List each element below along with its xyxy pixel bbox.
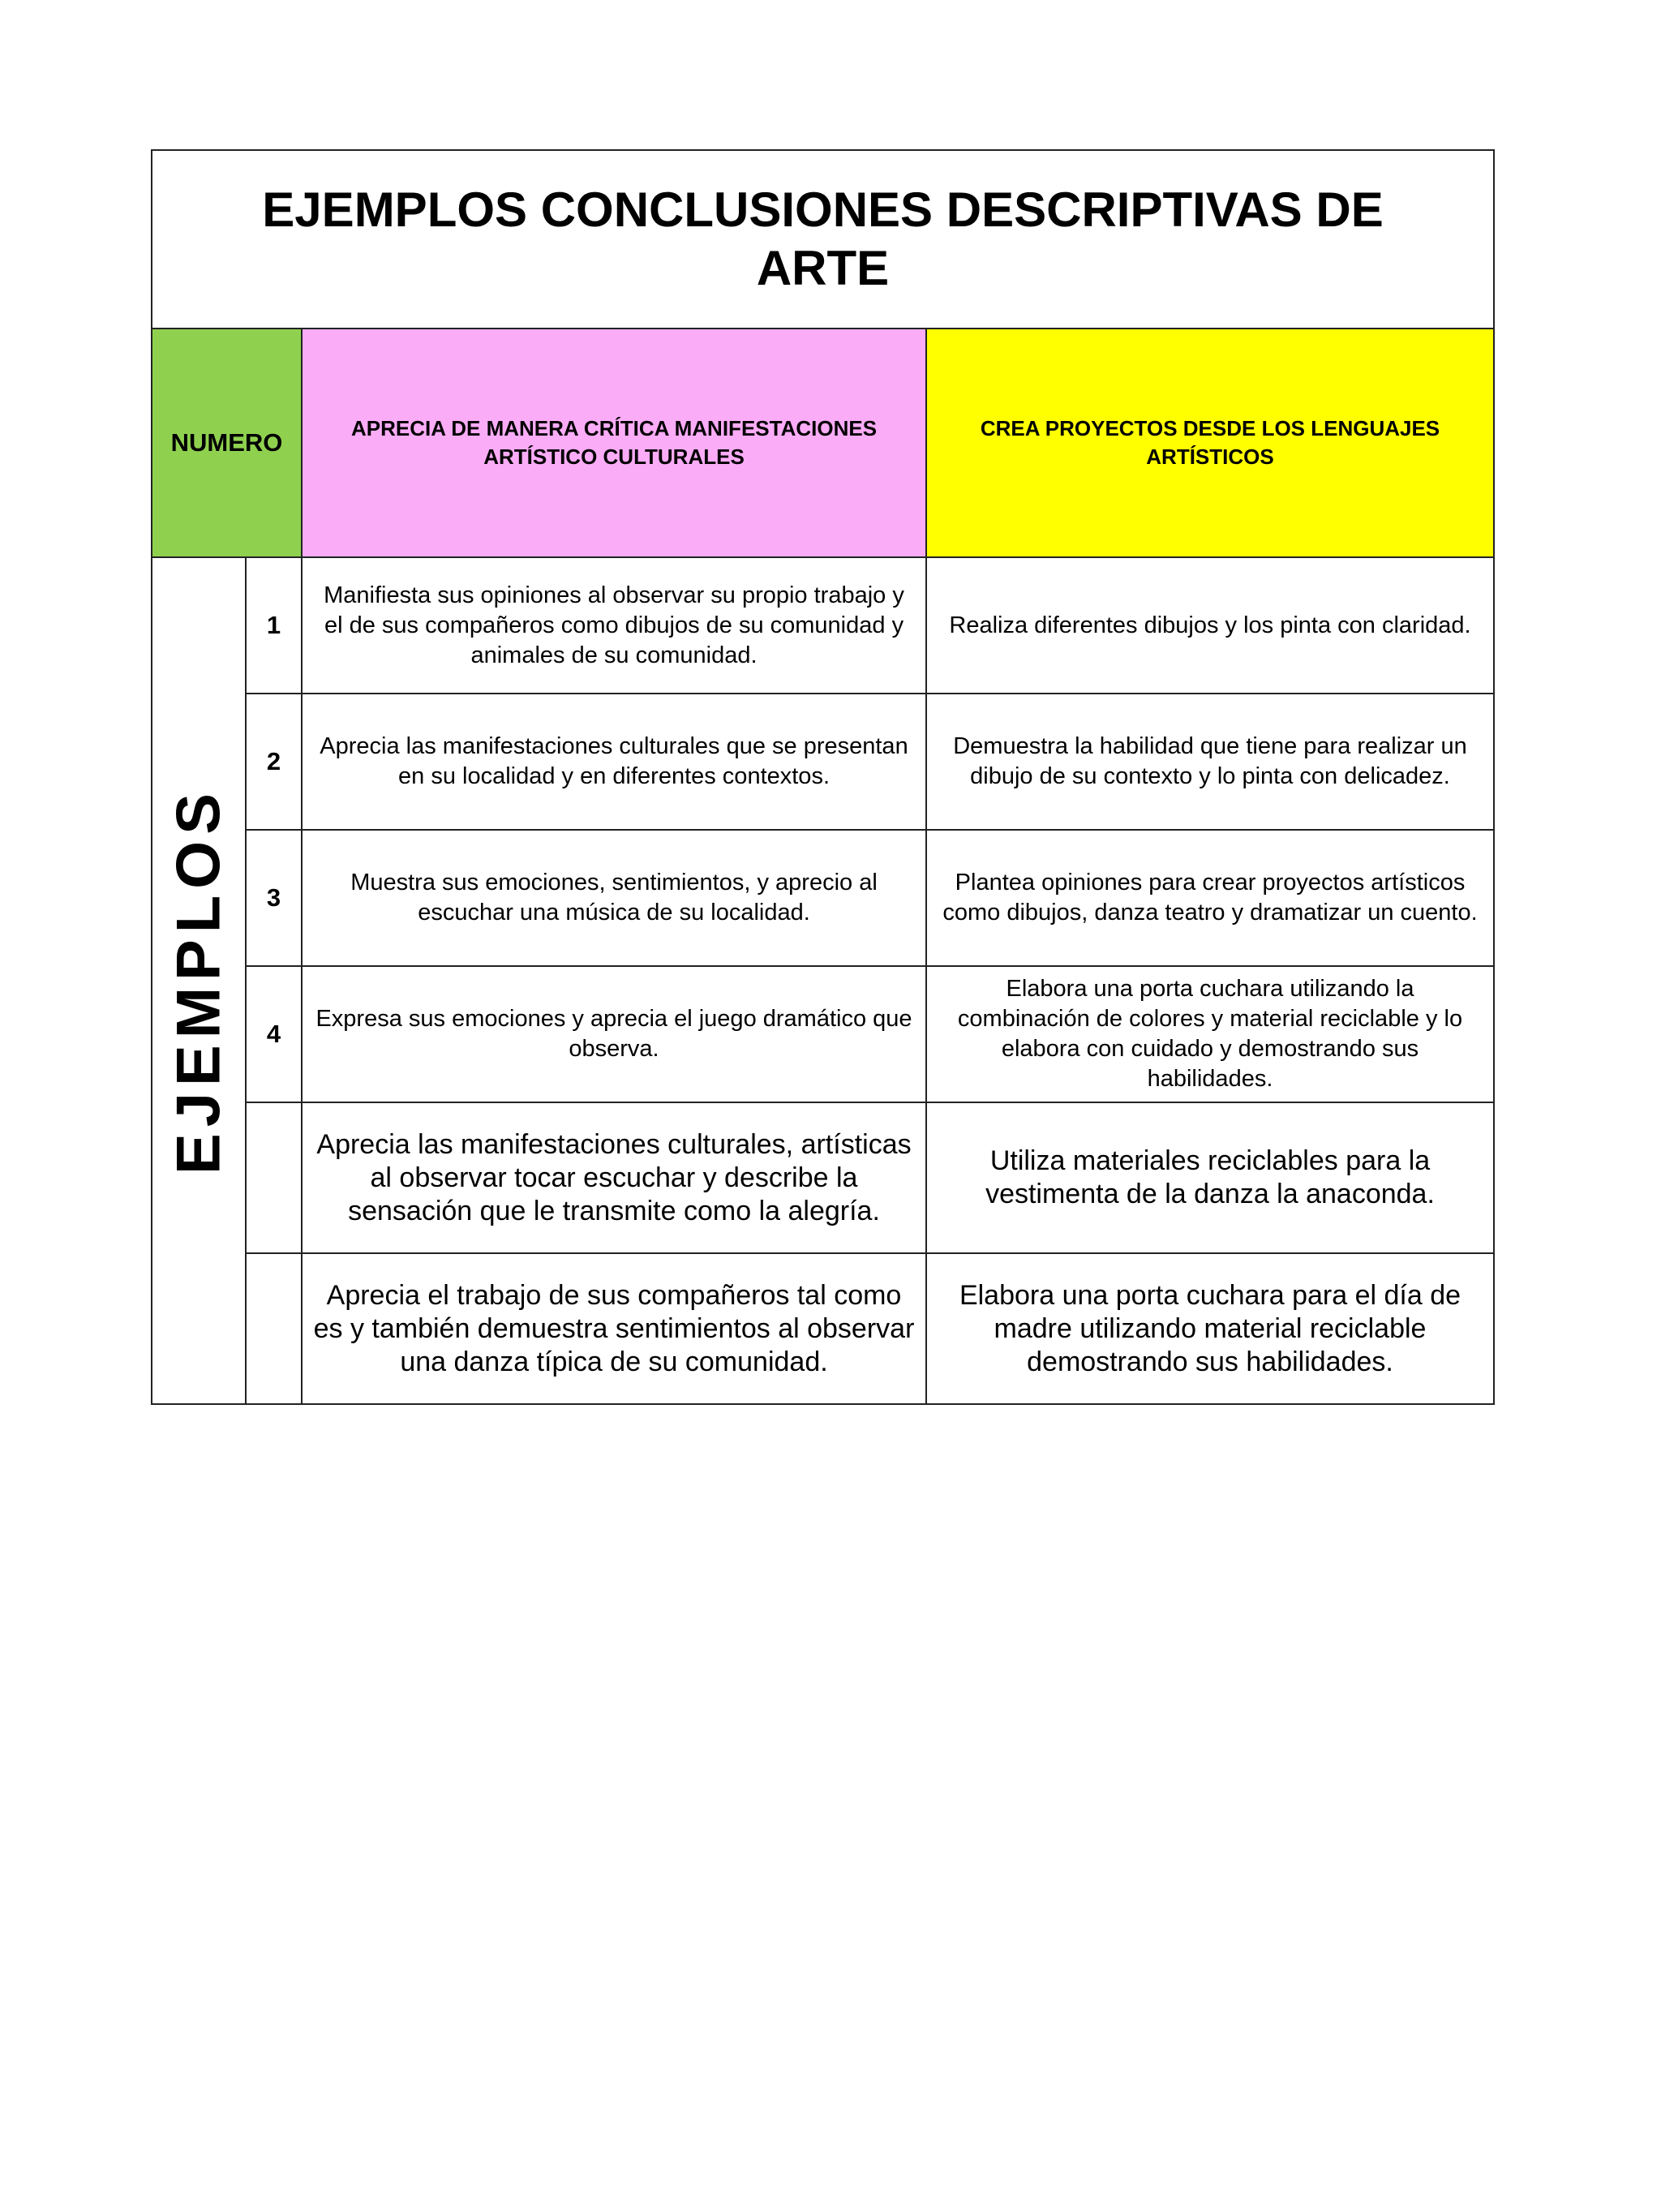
aprecia-cell [302,1102,926,1253]
header-crea-label: CREA PROYECTOS DESDE LOS LENGUAJES ARTÍSTICOS [980,416,1440,469]
side-label-cell [152,557,246,1404]
crea-text: Plantea opiniones para crear proyectos artísticos como dibujos, danza teatro y dramatizar un cuento. [942,870,1478,926]
header-aprecia [302,329,926,557]
crea-cell [926,557,1494,694]
row-number: 2 [246,694,302,830]
title-row [152,150,1494,329]
table-row [152,966,1494,1102]
conclusiones-table [151,149,1495,1405]
header-aprecia-label: APRECIA DE MANERA CRÍTICA MANIFESTACIONES ARTÍSTICO CULTURALES [350,416,878,469]
row-number: 1 [246,557,302,694]
row-number: 3 [246,830,302,966]
row-number [246,1102,302,1253]
header-numero: NUMERO [152,329,302,557]
crea-cell [926,966,1494,1102]
row-number [246,1253,302,1404]
table-row [152,694,1494,830]
table-row [152,1102,1494,1253]
table-row [152,557,1494,694]
aprecia-cell [302,557,926,694]
crea-cell [926,694,1494,830]
aprecia-cell [302,966,926,1102]
table-row [152,1253,1494,1404]
crea-text: Realiza diferentes dibujos y los pinta con claridad. [949,612,1471,638]
header-row [152,329,1494,557]
side-label: EJEMPLOS [164,787,234,1175]
aprecia-text: Aprecia las manifestaciones culturales que se presentan en su localidad y en diferentes contextos. [320,733,908,789]
crea-cell [926,1102,1494,1253]
crea-text: Utiliza materiales reciclables para la vestimenta de la danza la anaconda. [985,1145,1435,1209]
aprecia-cell [302,830,926,966]
header-crea [926,329,1494,557]
aprecia-text: Manifiesta sus opiniones al observar su propio trabajo y el de sus compañeros como dibujos de su comunidad y animales de su comunidad. [324,582,904,668]
aprecia-text: Aprecia las manifestaciones culturales, artísticas al observar tocar escuchar y describe la sensación que le transmite como la alegría. [316,1128,912,1226]
aprecia-text: Aprecia el trabajo de sus compañeros tal como es y también demuestra sentimientos al observar una danza típica de su comunidad. [313,1279,915,1377]
crea-text: Elabora una porta cuchara para el día de madre utilizando material reciclable demostrando sus habilidades. [959,1279,1461,1377]
crea-cell [926,830,1494,966]
page-title: EJEMPLOS CONCLUSIONES DESCRIPTIVAS DE ARTE [262,183,1384,295]
crea-text: Demuestra la habilidad que tiene para realizar un dibujo de su contexto y lo pinta con delicadez. [953,733,1467,789]
crea-cell [926,1253,1494,1404]
crea-text: Elabora una porta cuchara utilizando la combinación de colores y material reciclable y lo elabora con cuidado y demostrando sus habilidades. [957,976,1463,1092]
title-cell [152,150,1494,329]
aprecia-cell [302,1253,926,1404]
row-number: 4 [246,966,302,1102]
aprecia-text: Muestra sus emociones, sentimientos, y aprecio al escuchar una música de su localidad. [350,870,878,926]
aprecia-cell [302,694,926,830]
aprecia-text: Expresa sus emociones y aprecia el juego dramático que observa. [315,1006,912,1062]
table-row [152,830,1494,966]
